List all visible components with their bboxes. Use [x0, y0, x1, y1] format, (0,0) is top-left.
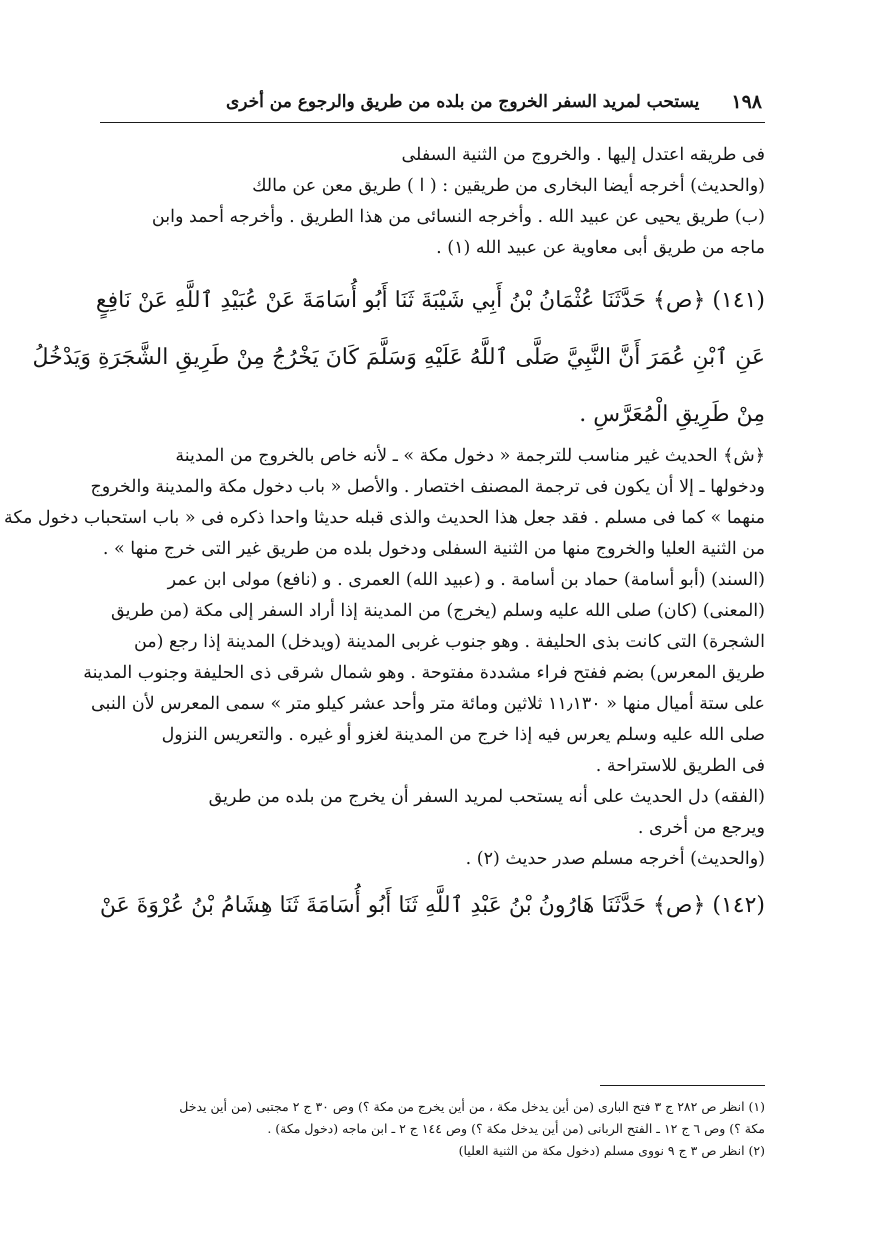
- footnote-line: (١) انظر ص ٢٨٢ ج ٣ فتح البارى (من أين يدخل مكة ، من أين يخرج من مكة ؟) وص ٣٠ ج ٢ مجتبى (من أين يدخل: [179, 1099, 765, 1114]
- text-line: طريق المعرس) بضم ففتح فراء مشددة مفتوحة . وهو شمال شرقى ذى الحليفة وجنوب المدينة: [83, 663, 765, 683]
- footnote-line: مكة ؟) وص ٦ ج ١٢ ـ الفتح الربانى (من أين يدخل مكة ؟) وص ١٤٤ ج ٢ ـ ابن ماجه (دخول مكة) .: [267, 1121, 765, 1136]
- page-header: [100, 84, 762, 120]
- text-line: (ب) طريق يحيى عن عبيد الله . وأخرجه النسائى من هذا الطريق . وأخرجه أحمد وابن: [151, 207, 765, 227]
- text-line: ماجه من طريق أبى معاوية عن عبيد الله (١) .: [436, 238, 765, 258]
- hadith-line: مِنْ طَرِيقِ الْمُعَرَّسِ .: [579, 402, 765, 427]
- header-divider: [100, 122, 765, 123]
- text-line: الشجرة) التى كانت بذى الحليفة . وهو جنوب غربى المدينة (ويدخل) المدينة إذا رجع (من: [133, 632, 765, 652]
- text-line: (المعنى) (كان) صلى الله عليه وسلم (يخرج) من المدينة إذا أراد السفر إلى مكة (من طريق: [110, 601, 765, 621]
- text-line: منهما » كما فى مسلم . فقد جعل هذا الحديث والذى قبله حديثا واحدا ذكره فى « باب استحباب دخول مكة: [3, 508, 765, 528]
- running-title: يستحب لمريد السفر الخروج من بلده من طريق والرجوع من أخرى: [225, 92, 700, 112]
- text-line: ﴿ش﴾ الحديث غير مناسب للترجمة « دخول مكة » ـ لأنه خاص بالخروج من المدينة: [175, 446, 765, 466]
- text-line: (والحديث) أخرجه أيضا البخارى من طريقين : ( ا ) طريق معن عن مالك: [252, 176, 765, 196]
- footnote-divider: [600, 1085, 765, 1086]
- footnote-line: (٢) انظر ص ٣ ج ٩ نووى مسلم (دخول مكة من الثنية العليا): [458, 1143, 765, 1158]
- hadith-line: عَنِ ٱبْنِ عُمَرَ أَنَّ النَّبِيَّ صَلَّى ٱللَّهُ عَلَيْهِ وَسَلَّمَ كَانَ يَخْرُجُ مِنْ طَرِيقِ الشَّجَرَةِ وَيَدْخُلُ: [32, 345, 765, 370]
- hadith-line: (١٤١) ﴿ص﴾ حَدَّثَنَا عُثْمَانُ بْنُ أَبِي شَيْبَةَ ثَنَا أَبُو أُسَامَةَ عَنْ عُبَيْدِ ٱللَّهِ عَنْ نَافِعٍ: [95, 288, 765, 313]
- main-text: [3, 142, 765, 934]
- text-line: ودخولها ـ إلا أن يكون فى ترجمة المصنف اختصار . والأصل « باب دخول مكة والمدينة والخروج: [90, 477, 765, 497]
- text-line: من الثنية العليا والخروج منها من الثنية السفلى ودخول بلده من طريق غير التى خرج منها » .: [102, 539, 765, 559]
- text-line: ويرجع من أخرى .: [637, 818, 765, 838]
- text-line: (السند) (أبو أسامة) حماد بن أسامة . و (عبيد الله) العمرى . و (نافع) مولى ابن عمر: [167, 570, 765, 590]
- text-line: (والحديث) أخرجه مسلم صدر حديث (٢) .: [465, 849, 765, 869]
- hadith-line: (١٤٢) ﴿ص﴾ حَدَّثَنَا هَارُونُ بْنُ عَبْدِ ٱللَّهِ ثَنَا أَبُو أُسَامَةَ ثَنَا هِشَامُ بْنُ عُرْوَةَ عَنْ: [99, 893, 765, 918]
- text-line: صلى الله عليه وسلم يعرس فيه إذا خرج من المدينة لغزو أو غيره . والتعريس النزول: [161, 725, 765, 745]
- text-line: على ستة أميال منها « ١١٫١٣٠ ثلاثين ومائة متر وأحد عشر كيلو متر » سمى المعرس لأن النبى: [90, 694, 765, 714]
- text-line: فى الطريق للاستراحة .: [595, 756, 765, 776]
- text-line: فى طريقه اعتدل إليها . والخروج من الثنية السفلى: [401, 145, 765, 165]
- page-number: ١٩٨: [731, 91, 762, 113]
- text-line: (الفقه) دل الحديث على أنه يستحب لمريد السفر أن يخرج من بلده من طريق: [208, 787, 765, 807]
- footnotes: [100, 1096, 765, 1162]
